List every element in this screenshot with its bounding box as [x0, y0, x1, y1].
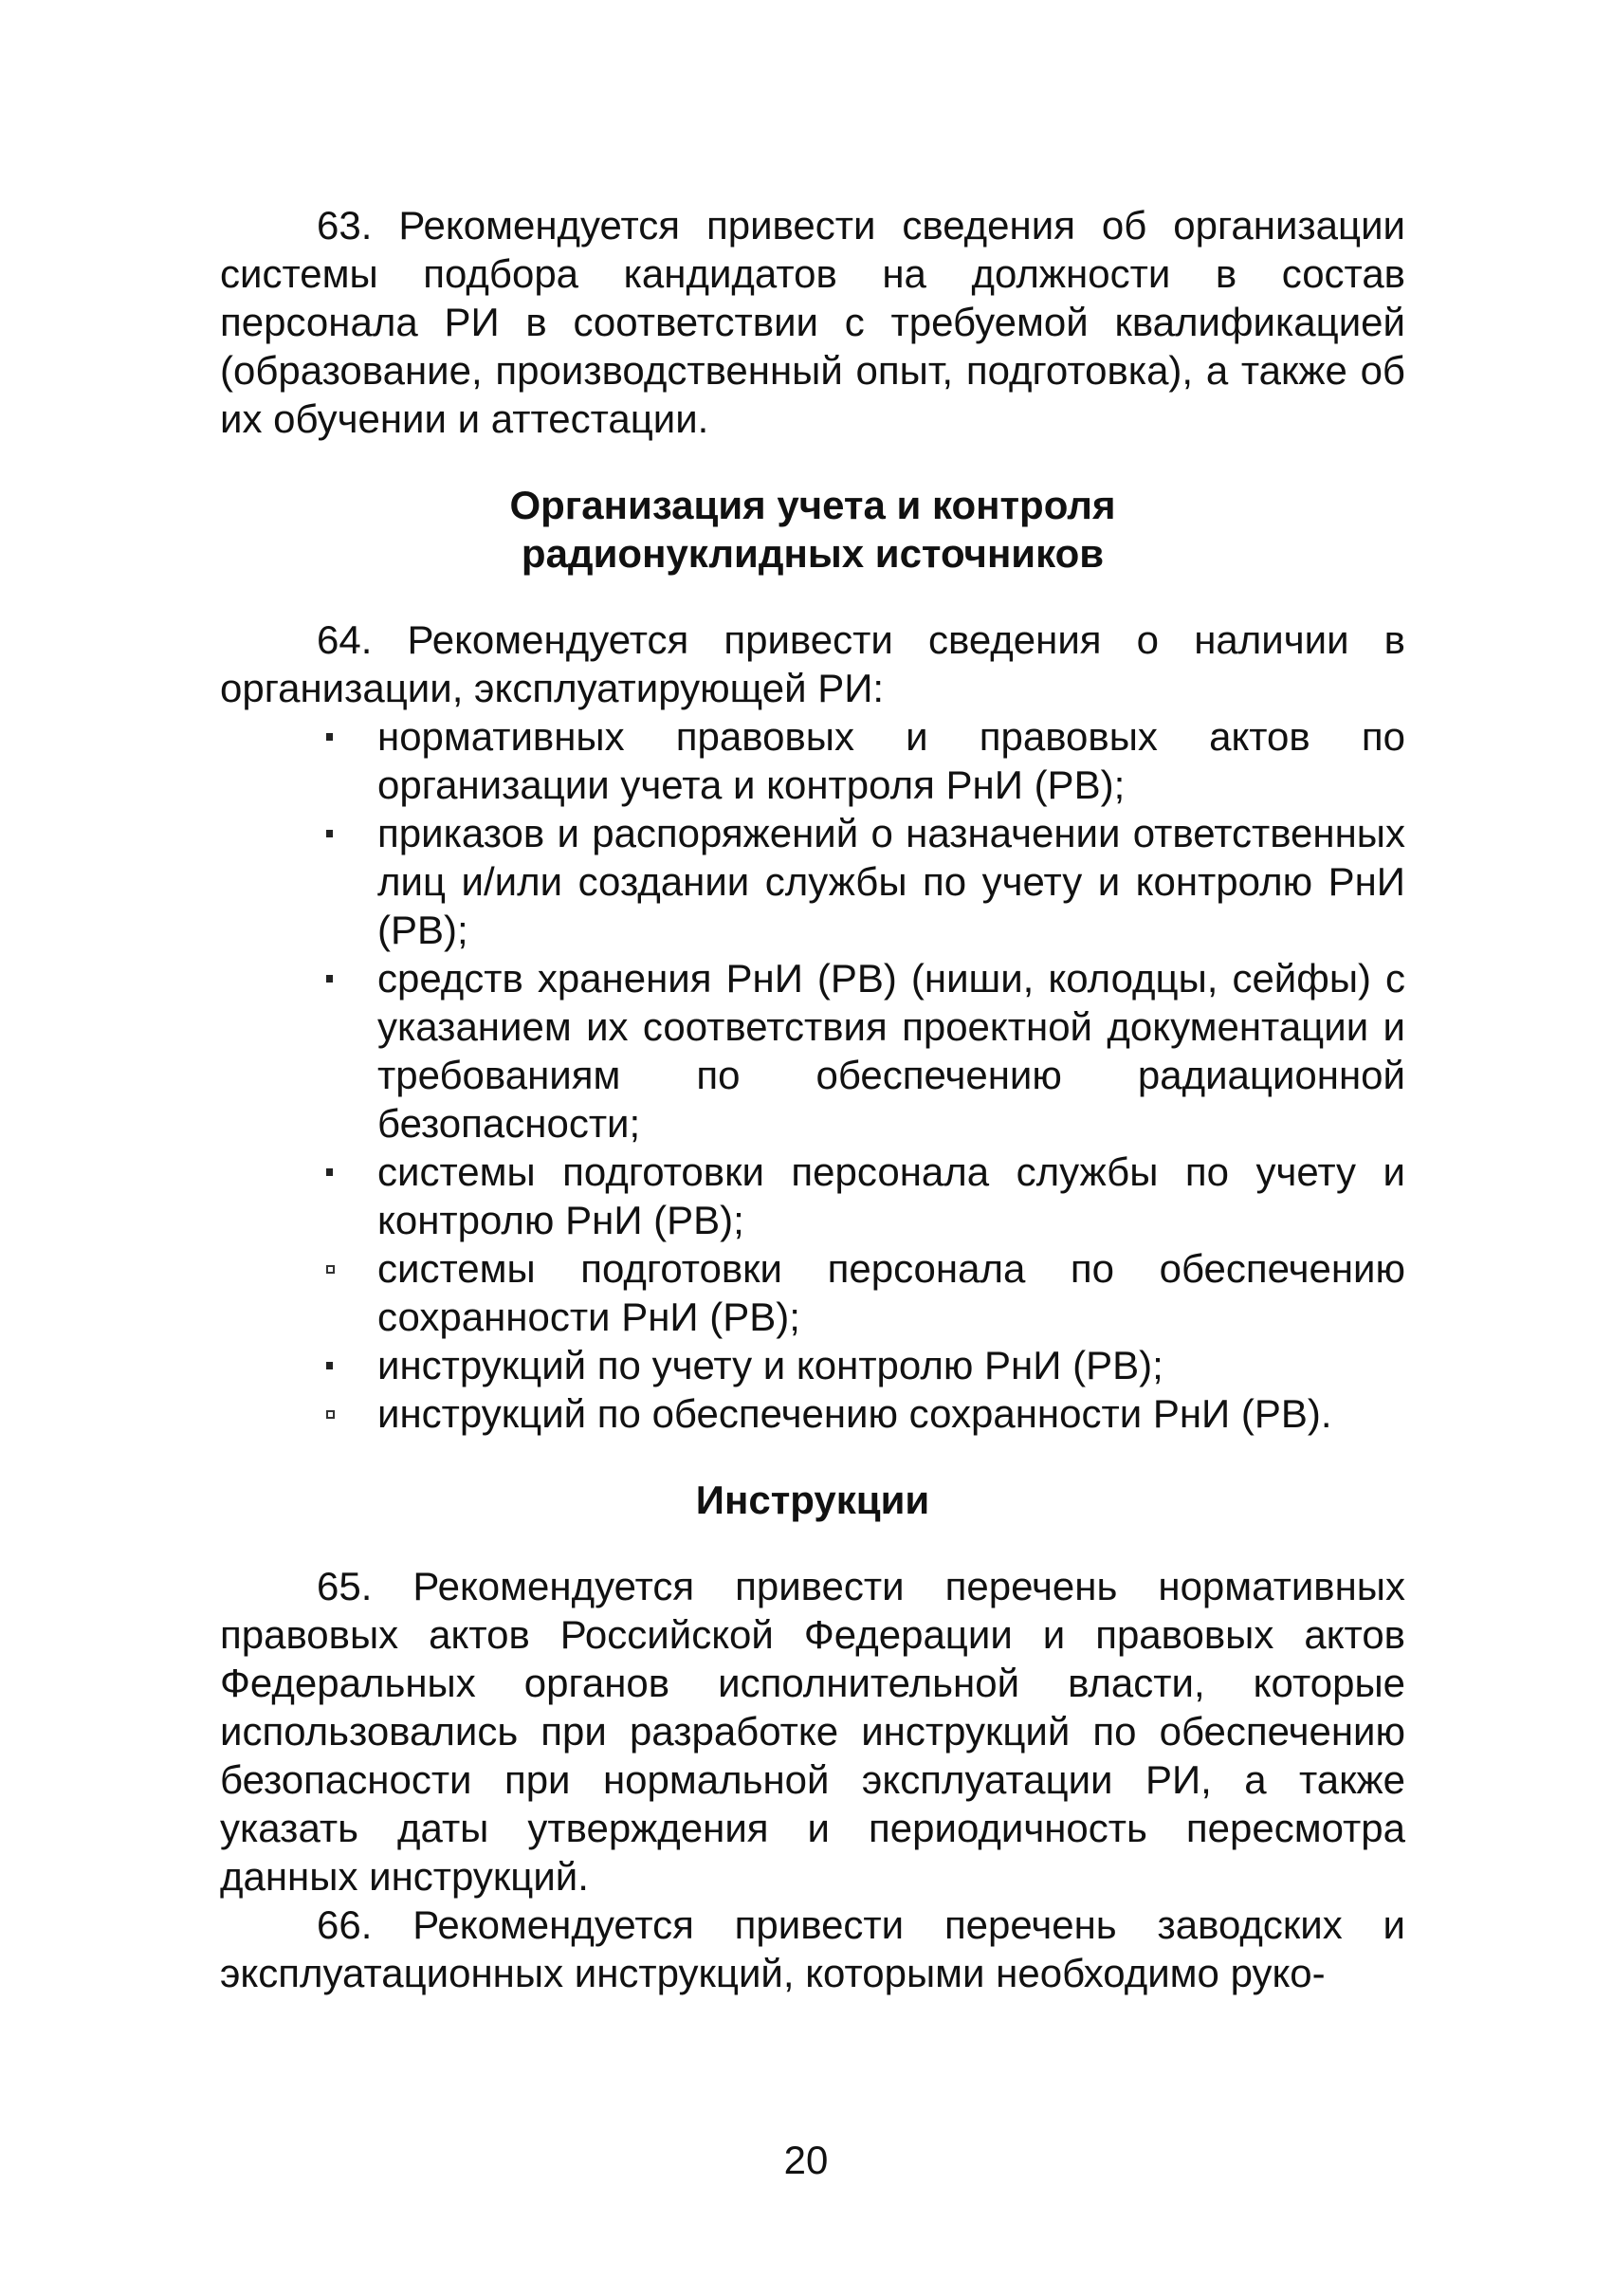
list-item	[220, 1389, 1405, 1438]
spacer	[220, 443, 1405, 481]
list-item-text: системы подготовки персонала службы по учету и контролю РнИ (РВ);	[377, 1149, 1405, 1242]
list-item	[220, 1244, 1405, 1341]
list-item	[220, 1148, 1405, 1244]
bullet-icon	[326, 1410, 335, 1419]
bullet-icon	[326, 1168, 333, 1176]
bullet-icon	[326, 1362, 333, 1369]
section-heading-instructions: Инструкции	[695, 1478, 930, 1522]
paragraph-65: 65. Рекомендуется привести перечень нормативных правовых актов Российской Федерации и правовых актов Федеральных органов исполнительной власти, которые использовались при разработке инструкций по обеспечению безопасности при нормальной эксплуатации РИ, а также указать даты утверждения и периодичность пересмотра данных инструкций.	[220, 1564, 1405, 1899]
list-item	[220, 712, 1405, 809]
heading-line-1: Организация учета и контроля	[509, 483, 1116, 527]
list-item-text: инструкций по обеспечению сохранности РнИ (РВ).	[377, 1391, 1332, 1436]
bullet-icon	[326, 733, 333, 741]
list-item-text: средств хранения РнИ (РВ) (ниши, колодцы, сейфы) с указанием их соответствия проектной документации и требованиям по обеспечению радиационной безопасности;	[377, 956, 1405, 1146]
list-item	[220, 1341, 1405, 1389]
paragraph-64-intro: 64. Рекомендуется привести сведения о наличии в организации, эксплуатирующей РИ:	[220, 617, 1405, 710]
bullet-icon	[326, 1265, 335, 1274]
list-item	[220, 809, 1405, 954]
list-item-text: приказов и распоряжений о назначении ответственных лиц и/или создании службы по учету и контролю РнИ (РВ);	[377, 811, 1405, 952]
paragraph-66: 66. Рекомендуется привести перечень заводских и эксплуатационных инструкций, которыми необходимо руко-	[220, 1902, 1405, 1995]
bullet-icon	[326, 975, 333, 983]
list-item-text: нормативных правовых и правовых актов по организации учета и контроля РнИ (РВ);	[377, 714, 1405, 807]
list-item-text: инструкций по учету и контролю РнИ (РВ);	[377, 1343, 1163, 1387]
list-item-text: системы подготовки персонала по обеспечению сохранности РнИ (РВ);	[377, 1246, 1405, 1339]
paragraph-63: 63. Рекомендуется привести сведения об организации системы подбора кандидатов на должности в состав персонала РИ в соответствии с требуемой квалификацией (образование, производственный опыт, подготовка), а также об их обучении и аттестации.	[220, 203, 1405, 441]
heading-line-2: радионуклидных источников	[521, 531, 1105, 576]
section-heading-accounting	[220, 481, 1405, 578]
document-page	[220, 201, 1405, 1997]
list-item	[220, 954, 1405, 1148]
requirements-list	[220, 712, 1405, 1438]
page-number: 20	[783, 2138, 829, 2182]
spacer	[220, 578, 1405, 615]
spacer	[220, 1438, 1405, 1476]
spacer	[220, 1524, 1405, 1562]
bullet-icon	[326, 830, 333, 837]
